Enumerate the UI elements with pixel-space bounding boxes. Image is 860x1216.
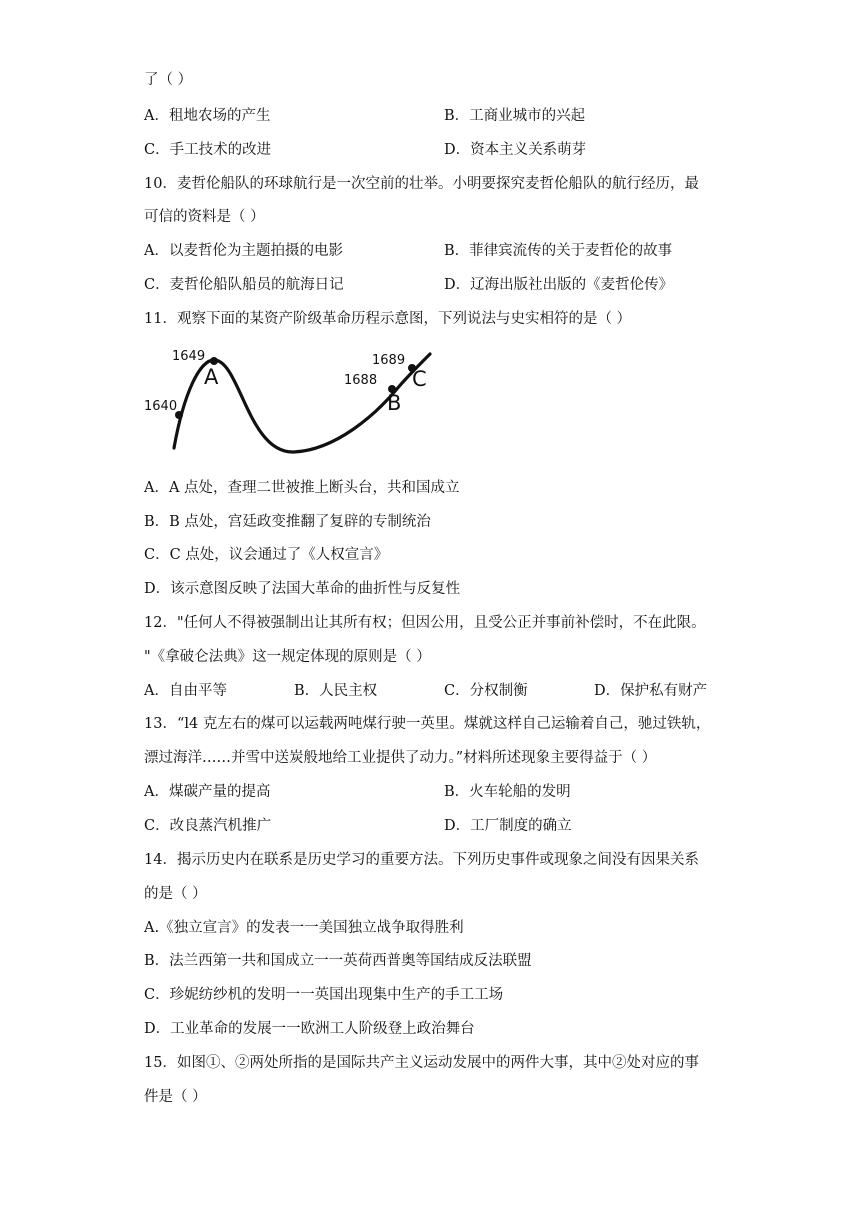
- q13-stem-line1: 13．“l4 克左右的煤可以运载两吨煤行驶一英里。煤就这样自己运输着自己，驰过铁轨，: [144, 716, 711, 732]
- q11-option-d: D．该示意图反映了法国大革命的曲折性与反复性: [144, 581, 461, 597]
- q10-stem-line1: 10．麦哲伦船队的环球航行是一次空前的壮举。小明要探究麦哲伦船队的航行经历，最: [144, 176, 699, 192]
- year-1688-label: 1688: [344, 373, 378, 388]
- q12-stem-line1: 12．"任何人不得被强制出让其所有权；但因公用，且受公正并事前补偿时，不在此限。: [144, 615, 706, 631]
- q12-option-a: A．自由平等: [144, 683, 227, 699]
- q9-option-a: A．租地农场的产生: [144, 108, 271, 124]
- q10-option-d: D．辽海出版社出版的《麦哲伦传》: [444, 277, 674, 293]
- q14-option-a: A.《独立宣言》的发表一一美国独立战争取得胜利: [144, 920, 464, 936]
- point-b-label: B: [387, 391, 402, 415]
- year-1689-label: 1689: [372, 353, 406, 368]
- q9-option-d: D．资本主义关系萌芽: [444, 142, 587, 158]
- q13-option-a: A．煤碳产量的提高: [144, 784, 271, 800]
- q12-option-d: D．保护私有财产: [594, 683, 708, 699]
- q9-option-c: C．手工技术的改进: [144, 142, 272, 158]
- q12-option-b: B．人民主权: [294, 683, 378, 699]
- q13-option-c: C．改良蒸汽机推广: [144, 818, 272, 834]
- q10-option-a: A．以麦哲伦为主题拍摄的电影: [144, 243, 343, 259]
- q10-option-c: C．麦哲伦船队船员的航海日记: [144, 277, 344, 293]
- q10-option-b: B．菲律宾流传的关于麦哲伦的故事: [444, 243, 673, 259]
- revolution-curve-diagram: [144, 342, 444, 460]
- q11-option-c: C．C 点处，议会通过了《人权宣言》: [144, 547, 389, 563]
- q14-option-d: D．工业革命的发展一一欧洲工人阶级登上政治舞台: [144, 1021, 475, 1037]
- q14-stem-line1: 14．揭示历史内在联系是历史学习的重要方法。下列历史事件或现象之间没有因果关系: [144, 852, 699, 868]
- q15-stem-line1: 15．如图①、②两处所指的是国际共产主义运动发展中的两件大事，其中②处对应的事: [144, 1055, 699, 1071]
- q11-option-b: B．B 点处，宫廷政变推翻了复辟的专制统治: [144, 514, 431, 530]
- q15-stem-line2: 件是（ ）: [144, 1089, 207, 1105]
- point-c-label: C: [412, 367, 427, 391]
- q13-option-d: D．工厂制度的确立: [444, 818, 572, 834]
- q14-stem-line2: 的是（ ）: [144, 886, 207, 902]
- q12-stem-line2: "《拿破仑法典》这一规定体现的原则是（ ）: [144, 649, 431, 665]
- q12-option-c: C．分权制衡: [444, 683, 528, 699]
- q10-stem-line2: 可信的资料是（ ）: [144, 209, 265, 225]
- q11-stem: 11．观察下面的某资产阶级革命历程示意图，下列说法与史实相符的是（ ）: [144, 311, 632, 327]
- point-a-label: A: [204, 365, 219, 389]
- q13-option-b: B．火车轮船的发明: [444, 784, 571, 800]
- point-a: [210, 357, 218, 365]
- q11-option-a: A．A 点处，查理二世被推上断头台，共和国成立: [144, 480, 460, 496]
- q14-option-b: B．法兰西第一共和国成立一一英荷西普奥等国结成反法联盟: [144, 953, 532, 969]
- year-1640-label: 1640: [144, 399, 178, 414]
- year-1649-label: 1649: [172, 349, 206, 364]
- q13-stem-line2: 漂过海洋……并雪中送炭般地给工业提供了动力。”材料所述现象主要得益于（ ）: [144, 750, 657, 766]
- q14-option-c: C．珍妮纺纱机的发明一一英国出现集中生产的手工工场: [144, 987, 504, 1003]
- q9-stem-tail: 了（ ）: [144, 72, 193, 88]
- q9-option-b: B．工商业城市的兴起: [444, 108, 586, 124]
